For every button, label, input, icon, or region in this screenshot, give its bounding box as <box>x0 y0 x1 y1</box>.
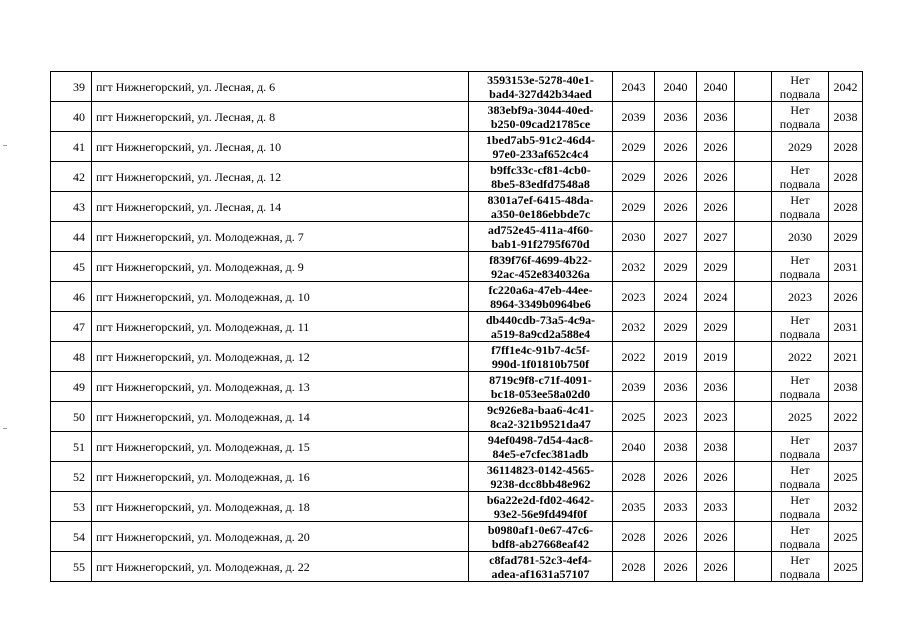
basement-line-1: Нет <box>790 432 810 447</box>
year-cell-last: 2028 <box>829 162 863 192</box>
guid-line-2: 8ca2-321b9521da47 <box>490 416 591 431</box>
year-cell-2: 2024 <box>655 282 697 312</box>
guid-line-1: c8fad781-52c3-4ef4- <box>489 552 592 567</box>
guid-line-2: 9238-dcc8bb48e962 <box>490 476 591 491</box>
basement-line-2: подвала <box>779 476 821 491</box>
table-row <box>51 162 863 192</box>
guid-cell <box>469 342 613 372</box>
year-cell-last: 2032 <box>829 492 863 522</box>
year-cell-2: 2038 <box>655 432 697 462</box>
year-cell-3: 2024 <box>697 282 735 312</box>
guid-cell <box>469 192 613 222</box>
address-cell: пгт Нижнегорский, ул. Молодежная, д. 9 <box>92 252 469 282</box>
empty-cell <box>735 342 772 372</box>
basement-line-2: подвала <box>779 446 821 461</box>
register-table <box>50 71 863 582</box>
guid-line-2: bad4-327d42b34aed <box>489 86 592 101</box>
address-cell: пгт Нижнегорский, ул. Молодежная, д. 13 <box>92 372 469 402</box>
row-number: 47 <box>51 312 92 342</box>
year-cell-3: 2026 <box>697 552 735 582</box>
year-cell-last: 2031 <box>829 312 863 342</box>
year-cell-2: 2036 <box>655 372 697 402</box>
year-cell-1: 2029 <box>613 192 655 222</box>
year-cell-1: 2029 <box>613 162 655 192</box>
basement-cell <box>772 522 829 552</box>
year-cell-last: 2031 <box>829 252 863 282</box>
table-row <box>51 132 863 162</box>
basement-cell <box>772 252 829 282</box>
address-cell: пгт Нижнегорский, ул. Молодежная, д. 7 <box>92 222 469 252</box>
basement-cell <box>772 282 829 312</box>
guid-line-2: a519-8a9cd2a588e4 <box>490 326 591 341</box>
row-number: 43 <box>51 192 92 222</box>
empty-cell <box>735 132 772 162</box>
year-cell-last: 2021 <box>829 342 863 372</box>
year-cell-last: 2029 <box>829 222 863 252</box>
guid-cell <box>469 222 613 252</box>
year-cell-1: 2028 <box>613 522 655 552</box>
row-number: 48 <box>51 342 92 372</box>
table-row <box>51 72 863 102</box>
year-cell-1: 2028 <box>613 462 655 492</box>
year-cell-1: 2039 <box>613 102 655 132</box>
guid-line-2: 84e5-e7cfec381adb <box>492 446 589 461</box>
basement-line-2: подвала <box>779 536 821 551</box>
year-cell-2: 2026 <box>655 192 697 222</box>
guid-line-2: 8964-3349b0964be6 <box>490 296 591 311</box>
year-cell-2: 2023 <box>655 402 697 432</box>
basement-cell <box>772 72 829 102</box>
empty-cell <box>735 462 772 492</box>
year-cell-1: 2023 <box>613 282 655 312</box>
year-cell-1: 2040 <box>613 432 655 462</box>
guid-line-1: 8719c9f8-c71f-4091- <box>489 372 592 387</box>
guid-cell <box>469 402 613 432</box>
year-cell-last: 2038 <box>829 372 863 402</box>
year-cell-1: 2039 <box>613 372 655 402</box>
guid-cell <box>469 72 613 102</box>
year-cell-1: 2032 <box>613 252 655 282</box>
empty-cell <box>735 552 772 582</box>
empty-cell <box>735 222 772 252</box>
row-number: 45 <box>51 252 92 282</box>
row-number: 39 <box>51 72 92 102</box>
year-cell-3: 2033 <box>697 492 735 522</box>
guid-line-2: 8be5-83edfd7548a8 <box>491 176 590 191</box>
year-cell-3: 2036 <box>697 102 735 132</box>
basement-line-1: Нет <box>790 462 810 477</box>
year-cell-2: 2026 <box>655 552 697 582</box>
guid-cell <box>469 162 613 192</box>
basement-line-1: Нет <box>790 312 810 327</box>
row-number: 41 <box>51 132 92 162</box>
guid-cell <box>469 462 613 492</box>
table-row <box>51 342 863 372</box>
guid-line-1: 1bed7ab5-91c2-46d4- <box>485 132 596 147</box>
guid-line-1: 8301a7ef-6415-48da- <box>487 192 594 207</box>
address-cell: пгт Нижнегорский, ул. Молодежная, д. 10 <box>92 282 469 312</box>
basement-value: 2030 <box>788 229 812 244</box>
guid-line-2: bdf8-ab27668eaf42 <box>491 536 590 551</box>
basement-cell <box>772 192 829 222</box>
row-number: 42 <box>51 162 92 192</box>
table-row <box>51 522 863 552</box>
empty-cell <box>735 252 772 282</box>
guid-line-1: b0980af1-0e67-47c6- <box>487 522 594 537</box>
empty-cell <box>735 162 772 192</box>
guid-line-1: b9ffc33c-cf81-4cb0- <box>490 162 591 177</box>
guid-cell <box>469 432 613 462</box>
year-cell-3: 2026 <box>697 462 735 492</box>
basement-cell <box>772 132 829 162</box>
year-cell-last: 2042 <box>829 72 863 102</box>
guid-line-2: a350-0e186ebbde7c <box>490 206 591 221</box>
basement-line-2: подвала <box>779 326 821 341</box>
year-cell-1: 2043 <box>613 72 655 102</box>
year-cell-last: 2038 <box>829 102 863 132</box>
basement-line-2: подвала <box>779 86 821 101</box>
address-cell: пгт Нижнегорский, ул. Молодежная, д. 20 <box>92 522 469 552</box>
empty-cell <box>735 372 772 402</box>
guid-line-2: 93e2-56e9fd494f0f <box>493 506 588 521</box>
basement-cell <box>772 312 829 342</box>
address-cell: пгт Нижнегорский, ул. Лесная, д. 12 <box>92 162 469 192</box>
row-number: 54 <box>51 522 92 552</box>
year-cell-3: 2026 <box>697 522 735 552</box>
margin-mark <box>3 428 7 429</box>
basement-value: 2022 <box>788 349 812 364</box>
guid-line-1: 9c926e8a-baa6-4c41- <box>487 402 594 417</box>
year-cell-2: 2040 <box>655 72 697 102</box>
empty-cell <box>735 522 772 552</box>
empty-cell <box>735 492 772 522</box>
guid-line-1: f7ff1e4c-91b7-4c5f- <box>491 342 590 357</box>
basement-line-1: Нет <box>790 492 810 507</box>
basement-line-1: Нет <box>790 372 810 387</box>
basement-value: 2023 <box>788 289 812 304</box>
guid-cell <box>469 312 613 342</box>
row-number: 53 <box>51 492 92 522</box>
address-cell: пгт Нижнегорский, ул. Молодежная, д. 15 <box>92 432 469 462</box>
basement-value: 2025 <box>788 409 812 424</box>
guid-line-1: db440cdb-73a5-4c9a- <box>485 312 596 327</box>
basement-cell <box>772 462 829 492</box>
basement-line-1: Нет <box>790 72 810 87</box>
guid-line-1: ad752e45-411a-4f60- <box>487 222 594 237</box>
table-row <box>51 402 863 432</box>
table-row <box>51 102 863 132</box>
year-cell-last: 2025 <box>829 462 863 492</box>
table-row <box>51 252 863 282</box>
year-cell-3: 2027 <box>697 222 735 252</box>
guid-line-1: 383ebf9a-3044-40ed- <box>487 102 594 117</box>
guid-line-1: 36114823-0142-4565- <box>486 462 595 477</box>
year-cell-last: 2028 <box>829 132 863 162</box>
basement-line-1: Нет <box>790 162 810 177</box>
guid-line-2: 92ac-452e8340326a <box>491 266 590 281</box>
year-cell-3: 2019 <box>697 342 735 372</box>
guid-line-1: 94ef0498-7d54-4ac8- <box>487 432 594 447</box>
row-number: 46 <box>51 282 92 312</box>
year-cell-last: 2022 <box>829 402 863 432</box>
year-cell-last: 2025 <box>829 552 863 582</box>
basement-line-1: Нет <box>790 522 810 537</box>
address-cell: пгт Нижнегорский, ул. Лесная, д. 14 <box>92 192 469 222</box>
guid-cell <box>469 372 613 402</box>
address-cell: пгт Нижнегорский, ул. Молодежная, д. 18 <box>92 492 469 522</box>
year-cell-1: 2028 <box>613 552 655 582</box>
guid-cell <box>469 522 613 552</box>
year-cell-2: 2026 <box>655 522 697 552</box>
basement-line-2: подвала <box>779 206 821 221</box>
year-cell-2: 2019 <box>655 342 697 372</box>
basement-line-1: Нет <box>790 192 810 207</box>
address-cell: пгт Нижнегорский, ул. Лесная, д. 10 <box>92 132 469 162</box>
basement-cell <box>772 552 829 582</box>
guid-cell <box>469 282 613 312</box>
year-cell-1: 2032 <box>613 312 655 342</box>
year-cell-last: 2026 <box>829 282 863 312</box>
guid-line-2: bc18-053ee58a02d0 <box>490 386 591 401</box>
basement-value: 2029 <box>788 139 812 154</box>
year-cell-3: 2029 <box>697 252 735 282</box>
year-cell-3: 2036 <box>697 372 735 402</box>
year-cell-1: 2029 <box>613 132 655 162</box>
year-cell-2: 2027 <box>655 222 697 252</box>
year-cell-3: 2023 <box>697 402 735 432</box>
year-cell-last: 2028 <box>829 192 863 222</box>
year-cell-2: 2029 <box>655 252 697 282</box>
table-row <box>51 462 863 492</box>
guid-line-1: f839f76f-4699-4b22- <box>489 252 592 267</box>
row-number: 49 <box>51 372 92 402</box>
guid-cell <box>469 102 613 132</box>
basement-line-1: Нет <box>790 552 810 567</box>
table-body <box>51 72 863 582</box>
year-cell-2: 2026 <box>655 462 697 492</box>
year-cell-2: 2036 <box>655 102 697 132</box>
year-cell-2: 2026 <box>655 162 697 192</box>
address-cell: пгт Нижнегорский, ул. Молодежная, д. 22 <box>92 552 469 582</box>
guid-line-2: 990d-1f01810b750f <box>491 356 590 371</box>
year-cell-1: 2035 <box>613 492 655 522</box>
basement-cell <box>772 102 829 132</box>
address-cell: пгт Нижнегорский, ул. Молодежная, д. 16 <box>92 462 469 492</box>
basement-line-2: подвала <box>779 566 821 581</box>
row-number: 51 <box>51 432 92 462</box>
row-number: 44 <box>51 222 92 252</box>
year-cell-3: 2026 <box>697 162 735 192</box>
basement-cell <box>772 162 829 192</box>
guid-cell <box>469 252 613 282</box>
address-cell: пгт Нижнегорский, ул. Молодежная, д. 11 <box>92 312 469 342</box>
table-row <box>51 282 863 312</box>
empty-cell <box>735 432 772 462</box>
year-cell-1: 2025 <box>613 402 655 432</box>
year-cell-last: 2037 <box>829 432 863 462</box>
basement-line-2: подвала <box>779 176 821 191</box>
guid-line-1: 3593153e-5278-40e1- <box>487 72 594 87</box>
row-number: 52 <box>51 462 92 492</box>
basement-cell <box>772 402 829 432</box>
basement-cell <box>772 222 829 252</box>
year-cell-1: 2030 <box>613 222 655 252</box>
guid-cell <box>469 492 613 522</box>
basement-cell <box>772 492 829 522</box>
guid-line-2: bab1-91f2795f670d <box>491 236 590 251</box>
basement-cell <box>772 432 829 462</box>
empty-cell <box>735 402 772 432</box>
table-row <box>51 222 863 252</box>
table-row <box>51 312 863 342</box>
address-cell: пгт Нижнегорский, ул. Лесная, д. 6 <box>92 72 469 102</box>
guid-cell <box>469 552 613 582</box>
guid-line-1: b6a22e2d-fd02-4642- <box>486 492 595 507</box>
empty-cell <box>735 192 772 222</box>
guid-line-2: 97e0-233af652c4c4 <box>492 146 589 161</box>
basement-line-2: подвала <box>779 116 821 131</box>
address-cell: пгт Нижнегорский, ул. Молодежная, д. 14 <box>92 402 469 432</box>
margin-mark <box>3 145 7 146</box>
table-row <box>51 372 863 402</box>
row-number: 50 <box>51 402 92 432</box>
row-number: 40 <box>51 102 92 132</box>
basement-line-2: подвала <box>779 506 821 521</box>
year-cell-3: 2040 <box>697 72 735 102</box>
guid-cell <box>469 132 613 162</box>
table-row <box>51 192 863 222</box>
table-row <box>51 552 863 582</box>
year-cell-3: 2029 <box>697 312 735 342</box>
empty-cell <box>735 282 772 312</box>
empty-cell <box>735 312 772 342</box>
basement-line-1: Нет <box>790 252 810 267</box>
guid-line-2: adea-af1631a57107 <box>491 566 590 581</box>
basement-cell <box>772 342 829 372</box>
year-cell-2: 2033 <box>655 492 697 522</box>
year-cell-3: 2026 <box>697 132 735 162</box>
basement-line-2: подвала <box>779 266 821 281</box>
address-cell: пгт Нижнегорский, ул. Лесная, д. 8 <box>92 102 469 132</box>
table-row <box>51 432 863 462</box>
basement-line-2: подвала <box>779 386 821 401</box>
basement-line-1: Нет <box>790 102 810 117</box>
year-cell-3: 2038 <box>697 432 735 462</box>
empty-cell <box>735 72 772 102</box>
year-cell-2: 2026 <box>655 132 697 162</box>
row-number: 55 <box>51 552 92 582</box>
address-cell: пгт Нижнегорский, ул. Молодежная, д. 12 <box>92 342 469 372</box>
guid-line-2: b250-09cad21785ce <box>490 116 591 131</box>
basement-cell <box>772 372 829 402</box>
empty-cell <box>735 102 772 132</box>
year-cell-2: 2029 <box>655 312 697 342</box>
year-cell-last: 2025 <box>829 522 863 552</box>
year-cell-1: 2022 <box>613 342 655 372</box>
table-row <box>51 492 863 522</box>
guid-line-1: fc220a6a-47eb-44ee- <box>488 282 593 297</box>
year-cell-3: 2026 <box>697 192 735 222</box>
